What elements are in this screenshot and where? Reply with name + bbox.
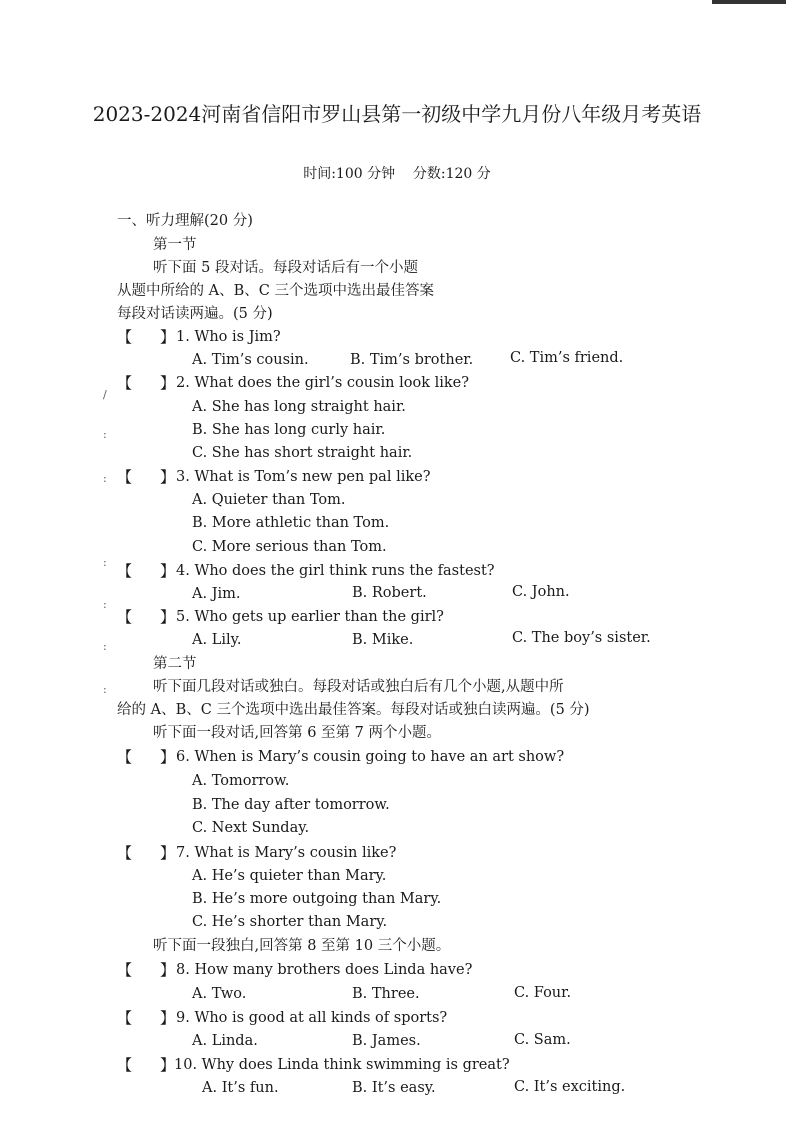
section-heading: 一、听力理解(20 分) [117, 213, 253, 229]
question-option: B. The day after tomorrow. [192, 797, 390, 813]
question-option: A. He’s quieter than Mary. [192, 868, 387, 884]
margin-mark: : [103, 428, 107, 441]
exam-info: 时间:100 分钟 分数:120 分 [303, 166, 491, 182]
answer-bracket-open: 【 [117, 374, 133, 392]
question-stem: 8. How many brothers does Linda have? [176, 962, 473, 978]
answer-bracket-close: 】 [160, 468, 176, 486]
question-stem: 6. When is Mary’s cousin going to have an art show? [176, 749, 565, 765]
instruction-line: 给的 A、B、C 三个选项中选出最佳答案。每段对话或独白读两遍。(5 分) [117, 702, 590, 718]
part-label: 第一节 [153, 237, 197, 253]
question-option: C. She has short straight hair. [192, 445, 413, 461]
question-option: B. Three. [352, 986, 420, 1002]
question-option: C. Sam. [514, 1032, 571, 1048]
part-label: 第二节 [153, 656, 197, 672]
question-option: C. It’s exciting. [514, 1079, 626, 1095]
answer-bracket-open: 【 [117, 468, 133, 486]
instruction-line: 听下面几段对话或独白。每段对话或独白后有几个小题,从题中所 [153, 679, 564, 695]
answer-bracket-close: 】 [160, 844, 176, 862]
question-stem: 9. Who is good at all kinds of sports? [176, 1010, 448, 1026]
question-option: A. Tomorrow. [192, 773, 290, 789]
corner-scan-mark [712, 0, 786, 4]
question-stem: 7. What is Mary’s cousin like? [176, 845, 397, 861]
instruction-line: 从题中所给的 A、B、C 三个选项中选出最佳答案 [117, 283, 434, 299]
question-option: B. More athletic than Tom. [192, 515, 390, 531]
answer-bracket-close: 】 [160, 748, 176, 766]
answer-bracket-open: 【 [117, 844, 133, 862]
instruction-line: 每段对话读两遍。(5 分) [117, 306, 273, 322]
question-option: C. More serious than Tom. [192, 539, 387, 555]
question-option: A. She has long straight hair. [192, 399, 406, 415]
answer-bracket-open: 【 [117, 562, 133, 580]
question-option: A. Quieter than Tom. [192, 492, 346, 508]
answer-bracket-close: 】 [160, 562, 176, 580]
question-stem: 10. Why does Linda think swimming is great? [174, 1057, 510, 1073]
margin-mark: : [103, 472, 107, 485]
answer-bracket-close: 】 [160, 961, 176, 979]
question-stem: 3. What is Tom’s new pen pal like? [176, 469, 431, 485]
question-option: B. Tim’s brother. [350, 352, 474, 368]
margin-mark: : [103, 640, 107, 653]
question-option: C. Next Sunday. [192, 820, 310, 836]
question-option: A. Two. [192, 986, 247, 1002]
question-option: C. Four. [514, 985, 572, 1001]
instruction-line: 听下面一段独白,回答第 8 至第 10 三个小题。 [153, 938, 451, 954]
question-option: B. Robert. [352, 585, 427, 601]
question-option: C. The boy’s sister. [512, 630, 651, 646]
question-option: B. Mike. [352, 632, 414, 648]
answer-bracket-open: 【 [117, 961, 133, 979]
question-option: A. Jim. [192, 586, 241, 602]
margin-mark: : [103, 683, 107, 696]
question-option: C. John. [512, 584, 570, 600]
question-option: A. Lily. [192, 632, 242, 648]
question-option: B. James. [352, 1033, 421, 1049]
question-option: B. She has long curly hair. [192, 422, 386, 438]
answer-bracket-close: 】 [160, 1009, 176, 1027]
instruction-line: 听下面一段对话,回答第 6 至第 7 两个小题。 [153, 725, 441, 741]
question-option: B. It’s easy. [352, 1080, 436, 1096]
margin-mark: : [103, 556, 107, 569]
margin-mark: / [103, 388, 107, 401]
answer-bracket-open: 【 [117, 328, 133, 346]
answer-bracket-close: 】 [160, 1056, 176, 1074]
answer-bracket-close: 】 [160, 328, 176, 346]
question-option: A. It’s fun. [202, 1080, 279, 1096]
margin-mark: : [103, 598, 107, 611]
page-title: 2023-2024河南省信阳市罗山县第一初级中学九月份八年级月考英语 [92, 102, 702, 126]
question-option: C. He’s shorter than Mary. [192, 914, 388, 930]
question-stem: 5. Who gets up earlier than the girl? [176, 609, 444, 625]
answer-bracket-open: 【 [117, 608, 133, 626]
instruction-line: 听下面 5 段对话。每段对话后有一个小题 [153, 260, 418, 276]
answer-bracket-open: 【 [117, 1056, 133, 1074]
question-stem: 1. Who is Jim? [176, 329, 281, 345]
question-option: A. Linda. [192, 1033, 258, 1049]
question-option: C. Tim’s friend. [510, 350, 624, 366]
question-stem: 4. Who does the girl think runs the fastest? [176, 563, 495, 579]
question-option: B. He’s more outgoing than Mary. [192, 891, 442, 907]
question-option: A. Tim’s cousin. [192, 352, 309, 368]
question-stem: 2. What does the girl’s cousin look like? [176, 375, 470, 391]
answer-bracket-open: 【 [117, 748, 133, 766]
answer-bracket-open: 【 [117, 1009, 133, 1027]
answer-bracket-close: 】 [160, 608, 176, 626]
answer-bracket-close: 】 [160, 374, 176, 392]
